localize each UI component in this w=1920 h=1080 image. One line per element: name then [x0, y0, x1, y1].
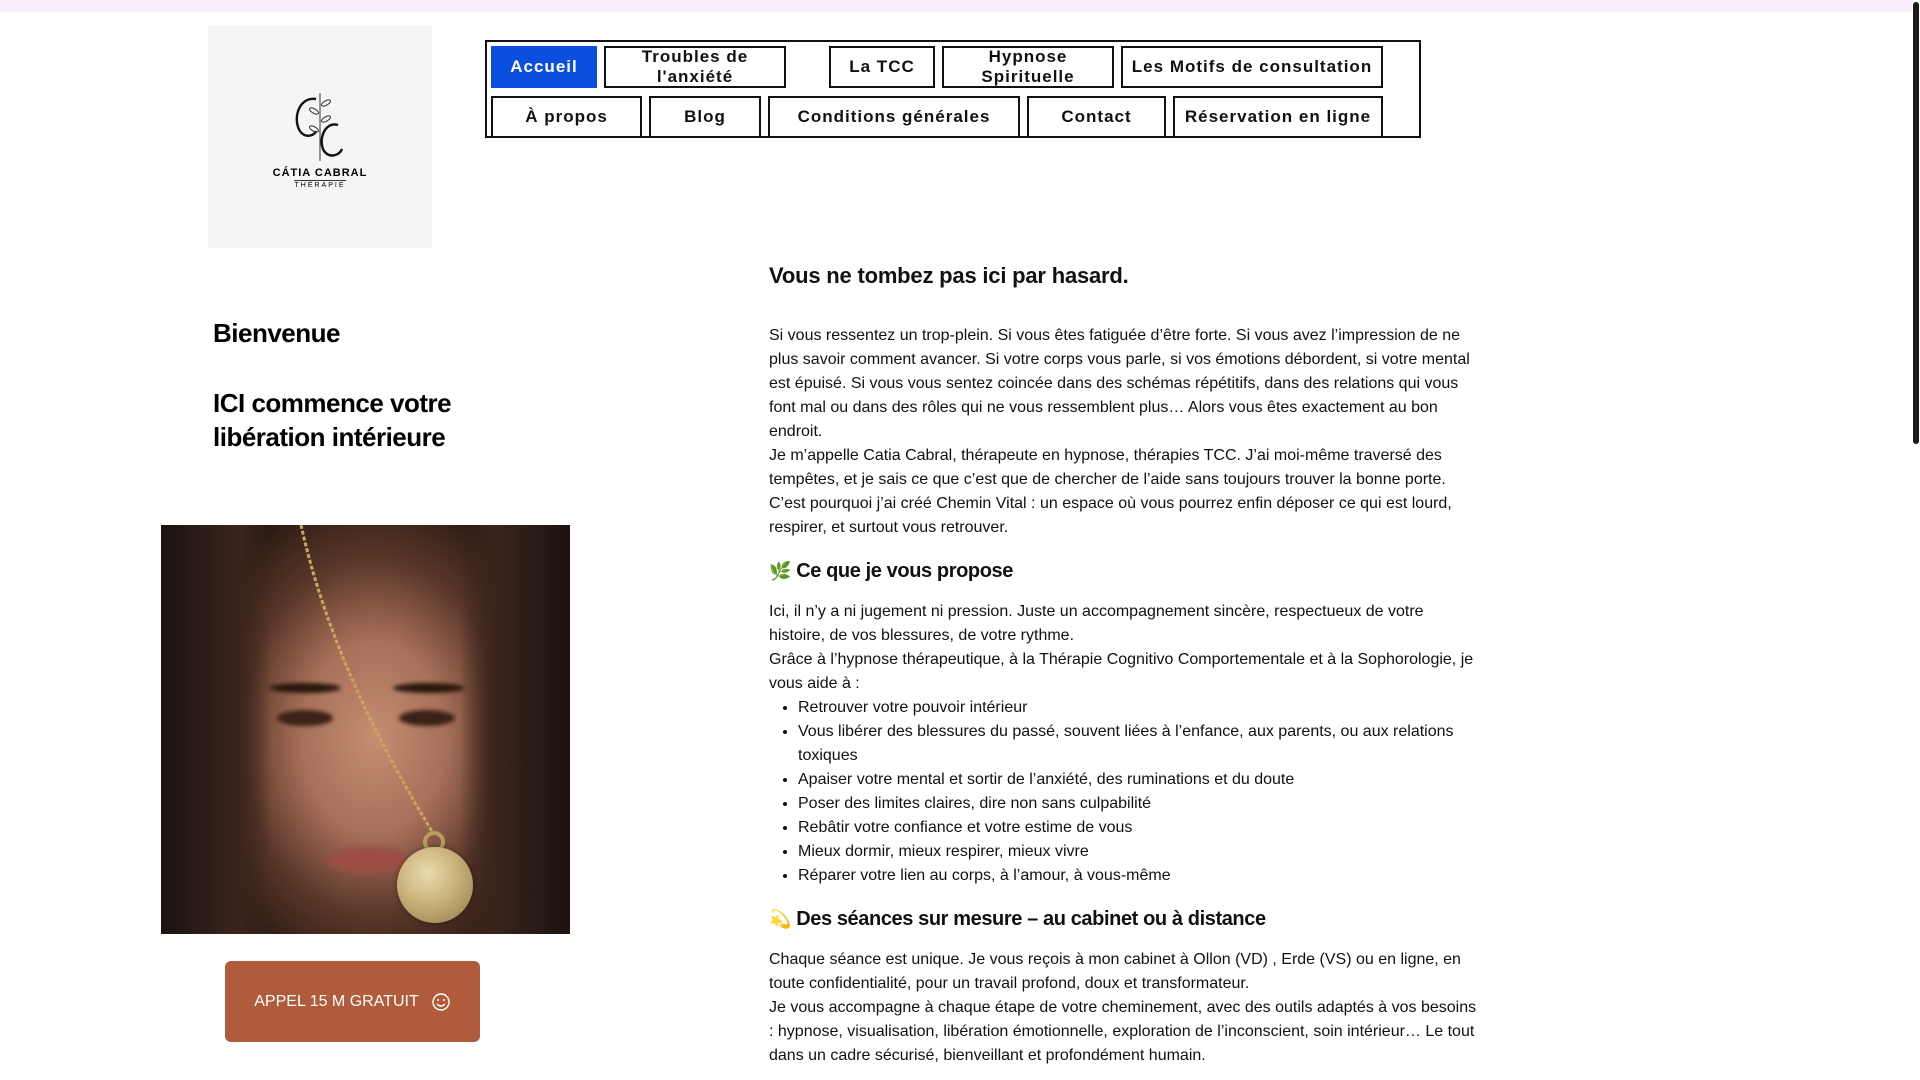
list-item: • Retrouver votre pouvoir intérieur: [798, 696, 1484, 720]
pendulum-hypnosis-photo: [161, 525, 570, 934]
welcome-heading: Bienvenue: [213, 318, 340, 348]
nav-conditions-generales[interactable]: Conditions générales: [768, 96, 1020, 138]
list-item: • Mieux dormir, mieux respirer, mieux vivre: [798, 840, 1484, 864]
intro-paragraph-2: Je m’appelle Catia Cabral, thérapeute en hypnose, thérapies TCC. J’ai moi-même traversé des tempêtes, et je sais ce que c’est que de chercher de l’aide sans toujours trouver la bonne porte. C’est pourquoi j’ai créé Chemin Vital : un espace où vous pourrez enfin déposer ce qui est lourd, respirer, et surtout vous retrouver.: [769, 447, 1452, 536]
top-strip: [0, 0, 1920, 12]
free-call-button[interactable]: [225, 961, 480, 1042]
logo-monogram-icon: [280, 85, 360, 165]
nav-accueil[interactable]: Accueil: [491, 46, 597, 88]
nav-la-tcc[interactable]: La TCC: [829, 46, 935, 88]
dizzy-star-icon: 💫: [769, 909, 792, 929]
leaf-icon: 🌿: [769, 561, 792, 581]
nav-a-propos[interactable]: À propos: [491, 96, 642, 138]
site-logo[interactable]: [208, 26, 432, 248]
nav-troubles-anxiete[interactable]: Troubles de l'anxiété: [604, 46, 786, 88]
section-proposal-heading: [769, 558, 1484, 584]
pendulum-chain-icon: [161, 525, 570, 934]
list-item: • Rebâtir votre confiance et votre estime de vous: [798, 816, 1484, 840]
sessions-paragraph-2: Je vous accompagne à chaque étape de votre cheminement, avec des outils adaptés à vos besoins : hypnose, visualisation, libération émotionnelle, exploration de l’inconscient, soin intérieur… Le tout dans un cadre sécurisé, bienveillant et profondément humain.: [769, 999, 1477, 1064]
section-proposal-title: Ce que je vous propose: [796, 560, 1013, 582]
tagline-heading: ICI commence votre libération intérieure: [213, 388, 452, 452]
nav-hypnose-spirituelle[interactable]: Hypnose Spirituelle: [942, 46, 1114, 88]
main-content: [769, 260, 1484, 1068]
main-navigation: [485, 40, 1421, 138]
intro-paragraph-1: Si vous ressentez un trop-plein. Si vous êtes fatiguée d’être forte. Si vous avez l’impression de ne plus savoir comment avancer. Si votre corps vous parle, si vos émotions débordent, si votre mental est épuisé. Si vous vous sentez coincée dans des schémas répétitifs, dans des relations qui vous font mal ou dans des rôles qui ne vous ressemblent plus… Alors vous êtes exactement au bon endroit.: [769, 327, 1470, 440]
section-sessions-title: Des séances sur mesure – au cabinet ou à distance: [796, 908, 1266, 930]
benefits-list: [769, 696, 1484, 888]
smile-icon: [431, 992, 451, 1012]
scrollbar-thumb[interactable]: [1913, 2, 1919, 444]
pocket-watch-icon: [397, 847, 473, 923]
list-item: • Poser des limites claires, dire non sans culpabilité: [798, 792, 1484, 816]
nav-blog[interactable]: Blog: [649, 96, 761, 138]
list-item: • Réparer votre lien au corps, à l’amour, à vous-même: [798, 864, 1484, 888]
proposal-paragraph-1: Ici, il n’y a ni jugement ni pression. Juste un accompagnement sincère, respectueux de votre histoire, de vos blessures, de votre rythme.: [769, 603, 1424, 644]
proposal-paragraph-2: Grâce à l’hypnose thérapeutique, à la Thérapie Cognitivo Comportementale et à la Sophorologie, je vous aide à :: [769, 651, 1474, 692]
list-item: • Vous libérer des blessures du passé, souvent liées à l’enfance, aux parents, ou aux relations toxiques: [798, 720, 1484, 768]
list-item: • Apaiser votre mental et sortir de l’anxiété, des ruminations et du doute: [798, 768, 1484, 792]
nav-motifs-consultation[interactable]: Les Motifs de consultation: [1121, 46, 1383, 88]
section-sessions-heading: [769, 906, 1484, 932]
free-call-label: APPEL 15 M GRATUIT: [254, 992, 419, 1010]
nav-contact[interactable]: Contact: [1027, 96, 1166, 138]
nav-reservation-en-ligne[interactable]: Réservation en ligne: [1173, 96, 1383, 138]
logo-subtitle: THÉRAPIE: [294, 182, 346, 189]
page-scrollbar[interactable]: [1912, 0, 1920, 1080]
sessions-paragraph-1: Chaque séance est unique. Je vous reçois à mon cabinet à Ollon (VD) , Erde (VS) ou en ligne, en toute confidentialité, pour un travail profond, doux et transformateur.: [769, 951, 1461, 992]
logo-name: CÁTIA CABRAL: [272, 167, 368, 179]
content-title: Vous ne tombez pas ici par hasard.: [769, 263, 1129, 288]
